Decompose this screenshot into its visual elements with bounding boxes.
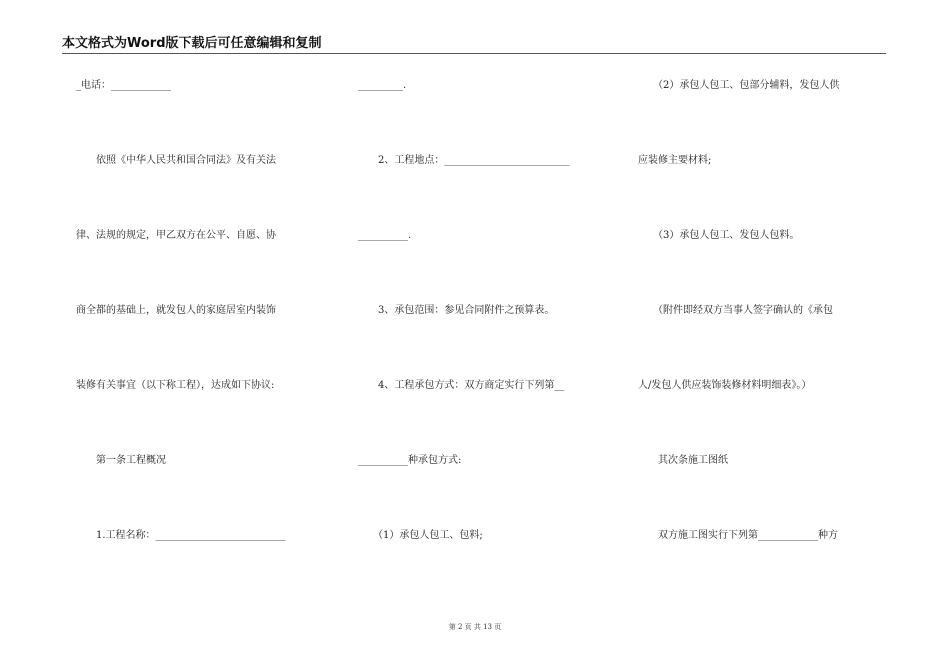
right-line-2: 应装修主要材料; [638,155,712,166]
right-line-4: （附件即经双方当事人签字确认的《承包 [638,305,833,316]
middle-line-7: （1）承包人包工、包料; [358,530,483,541]
right-line-7: 双方施工图实行下列第____________种方 [638,530,838,541]
middle-line-4: 3、承包范围：参见合同附件之预算表。 [358,305,555,316]
left-line-3: 律、法规的规定，甲乙双方在公平、自愿、协 [76,230,276,241]
left-line-7: 1.工程名称：__________________________ [76,530,286,541]
middle-line-6: __________种承包方式: [358,455,462,466]
right-line-5: 人/发包人供应装饰装修材料明细表》。） [638,380,812,391]
middle-line-5: 4、工程承包方式：双方商定实行下列第__ [358,380,565,391]
left-line-1: _电话：____________ [76,80,171,91]
right-line-1: （2）承包人包工、包部分辅料，发包人供 [638,80,840,91]
header-divider [62,53,886,54]
left-line-5: 装修有关事宜（以下称工程），达成如下协议: [76,380,275,391]
left-line-4: 商全都的基础上，就发包人的家庭居室内装饰 [76,305,276,316]
right-line-6: 其次条施工图纸 [638,455,728,466]
left-line-6: 第一条工程概况 [76,455,166,466]
right-line-3: （3）承包人包工、发包人包料。 [638,230,800,241]
document-header: 本文格式为Word版下载后可任意编辑和复制 [62,36,322,51]
middle-line-1: _________. [358,80,407,91]
middle-line-3: __________. [358,230,412,241]
page-number: 第 2 页 共 13 页 [448,623,502,631]
middle-line-2: 2、工程地点：_________________________ [358,155,570,166]
left-line-2: 依照《中华人民共和国合同法》及有关法 [76,155,276,166]
